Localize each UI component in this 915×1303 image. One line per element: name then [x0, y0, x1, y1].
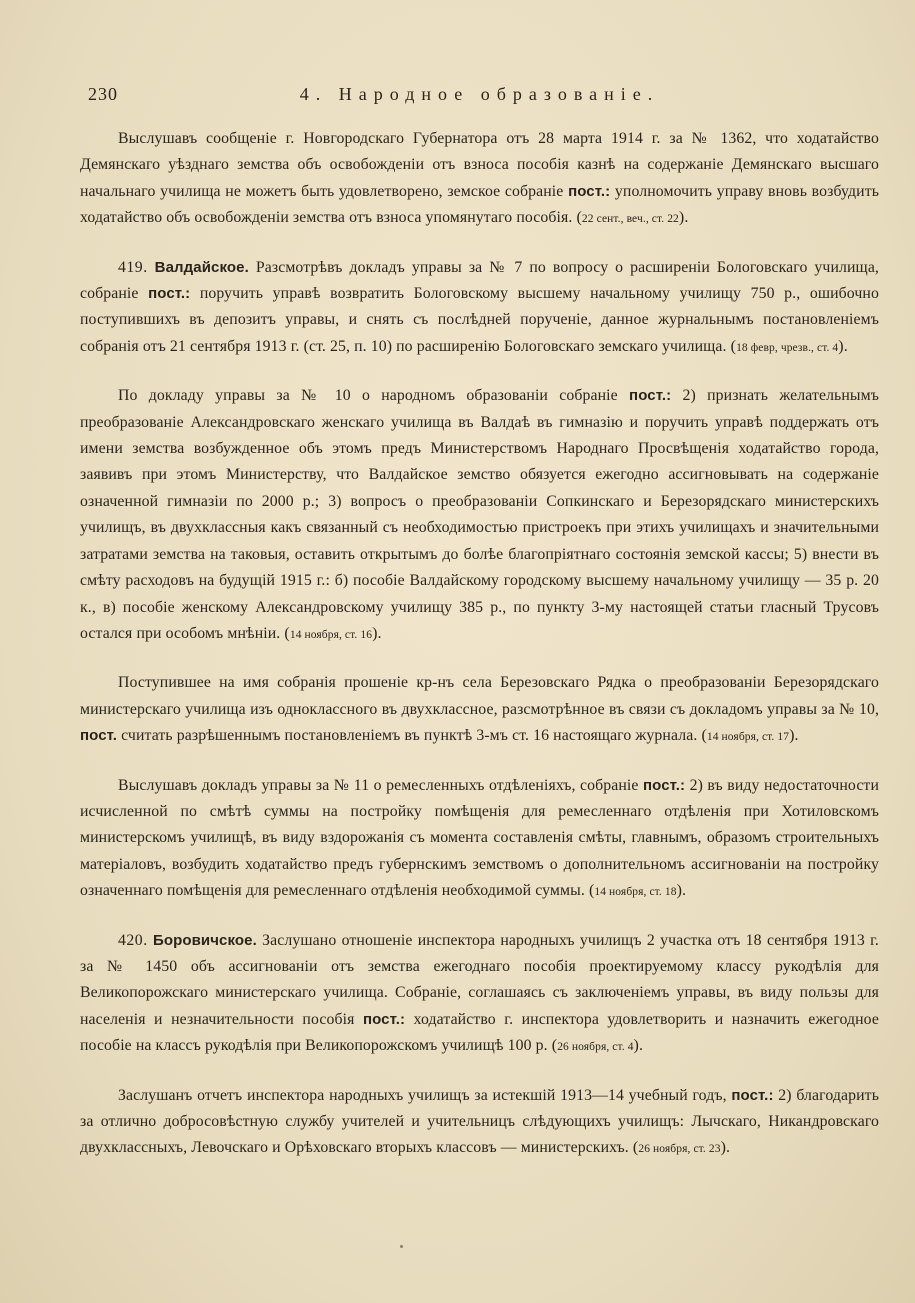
paragraph: 420. Боровичское. Заслушано отношеніе инспектора народныхъ училищъ 2 участка отъ 18 сентября 1913 г. за № 1450 объ ассигнованіи отъ земства ежегоднаго пособія проектируемому классу рукодѣлія для Великопорожскаго министерскаго училища. Собраніе, соглашаясь съ заключеніемъ управы, въ виду пользы для населенія и незначительности пособія пост.: ходатайство г. инспектора удовлетворить и назначить ежегодное пособіе на классъ рукодѣлія при Великопорожскомъ училищѣ 100 р. (26 ноября, ст. 4). [80, 931, 879, 1055]
district-name: Валдайское. [154, 258, 249, 276]
resolution-marker: пост.: [568, 182, 611, 200]
paragraph: Поступившее на имя собранія прошеніе кр-нъ села Березовскаго Рядка о преобразованіи Березорядскаго министерскаго училища изъ одноклассного въ двухклассное, разсмотрѣнное въ связи съ докладомъ управы за № 10, пост. считать разрѣшеннымъ постановленіемъ въ пунктѣ 3-мъ ст. 16 настоящаго журнала. (14 ноября, ст. 17). [80, 674, 879, 745]
resolution-marker: пост.: [731, 1086, 774, 1104]
reference: (18 февр, чрезв., ст. 4). [730, 337, 848, 355]
reference: (14 ноября, ст. 17). [701, 727, 799, 745]
resolution-marker: пост.: [629, 387, 672, 405]
paragraph: 419. Валдайское. Разсмотрѣвъ докладъ управы за № 7 по вопросу о расширеніи Бологовскаго училища, собраніе пост.: поручить управѣ возвратить Бологовскому высшему начальному училищу 750 р., ошибочно поступившихъ въ депозитъ управы, и снять съ послѣдней порученіе, данное журнальнымъ постановленіемъ собранія отъ 21 сентября 1913 г. (ст. 25, п. 10) по расширенію Бологовскаго земскаго училища. (18 февр, чрезв., ст. 4). [80, 258, 879, 355]
entry-number: 419. [118, 258, 148, 276]
reference: (26 ноября, ст. 4). [551, 1037, 644, 1055]
page-number: 230 [88, 84, 118, 104]
reference: (22 сент., веч., ст. 22). [576, 209, 689, 227]
resolution-marker: пост.: [362, 1010, 406, 1028]
reference: (14 ноября, ст. 16). [284, 624, 382, 642]
entry-number: 420. [118, 931, 148, 949]
resolution-marker: пост. [80, 727, 118, 745]
resolution-marker: пост.: [642, 776, 686, 794]
paragraph: Выслушавъ сообщеніе г. Новгородскаго Губернатора отъ 28 марта 1914 г. за № 1362, что ходатайство Демянскаго уѣзднаго земства объ освобожденіи отъ взноса пособія казнѣ на содержаніе Демянскаго высшаго начальнаго училища не можетъ быть удовлетворено, земское собраніе пост.: уполномочить управу вновь возбудить ходатайство объ освобожденіи земства отъ взноса упомянутаго пособія. (22 сент., веч., ст. 22). [80, 130, 879, 227]
district-name: Боровичское. [152, 931, 257, 949]
page-header [80, 84, 879, 114]
paragraph: Заслушанъ отчетъ инспектора народныхъ училищъ за истекшій 1913—14 учебный годъ, пост.: 2) благодарить за отлично добросовѣстную службу учителей и учительницъ слѣдующихъ училищъ: Лычскаго, Никандровскаго двухклассныхъ, Левочскаго и Орѣховскаго вторыхъ классовъ — министерскихъ. (26 ноября, ст. 23). [80, 1086, 879, 1157]
paper-speck [400, 1245, 403, 1248]
reference: (26 ноября, ст. 23). [632, 1139, 731, 1157]
paragraph: По докладу управы за № 10 о народномъ образованіи собраніе пост.: 2) признать желательнымъ преобразованіе Александровскаго женскаго училища въ Валдаѣ въ гимназію и поручить управѣ поддержать отъ имени земства возбужденное объ этомъ предъ Министерствомъ Народнаго Просвѣщенія ходатайство города, заявивъ при этомъ Министерству, что Валдайское земство обязуется ежегодно ассигновывать на содержаніе означенной гимназіи по 2000 р.; 3) вопросъ о преобразованіи Сопкинскаго и Березорядскаго министерскихъ училищъ, въ двухклассныя какъ связанный съ необходимостью пристроекъ при этихъ училищахъ и значительными затратами земства на таковыя, оставить открытымъ до болѣе благопріятнаго состоянія земской кассы; 5) внести въ смѣту расходовъ на будущій 1915 г.: б) пособіе Валдайскому городскому высшему начальному училищу — 35 р. 20 к., в) пособіе женскому Александровскому училищу 385 р., по пункту 3-му настоящей статьи гласный Трусовъ остался при особомъ мнѣніи. (14 ноября, ст. 16). [80, 387, 879, 642]
resolution-marker: пост.: [148, 285, 191, 303]
section-title: 4. Народное образованіе. [299, 84, 660, 104]
paragraph: Выслушавъ докладъ управы за № 11 о ремесленныхъ отдѣленіяхъ, собраніе пост.: 2) въ виду недостаточности исчисленной по смѣтѣ суммы на постройку помѣщенія для ремесленнаго отдѣленія при Хотиловскомъ министерскомъ училищѣ, въ виду вздорожанія съ момента составленія смѣты, главнымъ, образомъ строительныхъ матеріаловъ, возбудить ходатайство предъ губернскимъ земствомъ о дополнительномъ ассигнованіи на постройку означеннаго помѣщенія для ремесленнаго отдѣленія необходимой суммы. (14 ноября, ст. 18). [80, 776, 879, 900]
reference: (14 ноября, ст. 18). [588, 882, 687, 900]
